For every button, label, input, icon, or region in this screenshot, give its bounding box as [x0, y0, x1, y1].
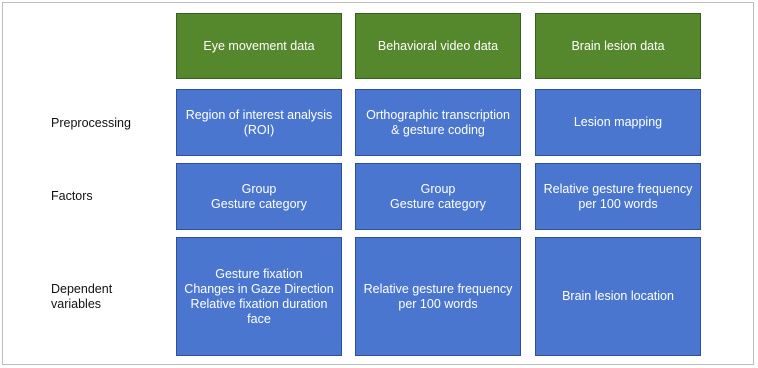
cell-factors-behavioral-video: Group Gesture category — [355, 163, 521, 230]
row-label-factors: Factors — [51, 189, 93, 203]
row-label-dependent-variables: Dependent variables — [51, 282, 113, 311]
cell-dependent-behavioral-video: Relative gesture frequency per 100 words — [355, 237, 521, 356]
cell-factors-brain-lesion: Relative gesture frequency per 100 words — [535, 163, 701, 230]
column-header-brain-lesion: Brain lesion data — [535, 13, 701, 79]
column-header-eye-movement: Eye movement data — [176, 13, 342, 79]
column-header-behavioral-video: Behavioral video data — [355, 13, 521, 79]
cell-preprocessing-behavioral-video: Orthographic transcription & gesture coding — [355, 89, 521, 156]
row-label-preprocessing: Preprocessing — [51, 116, 131, 130]
cell-factors-eye-movement: Group Gesture category — [176, 163, 342, 230]
cell-preprocessing-brain-lesion: Lesion mapping — [535, 89, 701, 156]
cell-dependent-brain-lesion: Brain lesion location — [535, 237, 701, 356]
cell-preprocessing-eye-movement: Region of interest analysis (ROI) — [176, 89, 342, 156]
cell-dependent-eye-movement: Gesture fixation Changes in Gaze Direction Relative fixation duration face — [176, 237, 342, 356]
